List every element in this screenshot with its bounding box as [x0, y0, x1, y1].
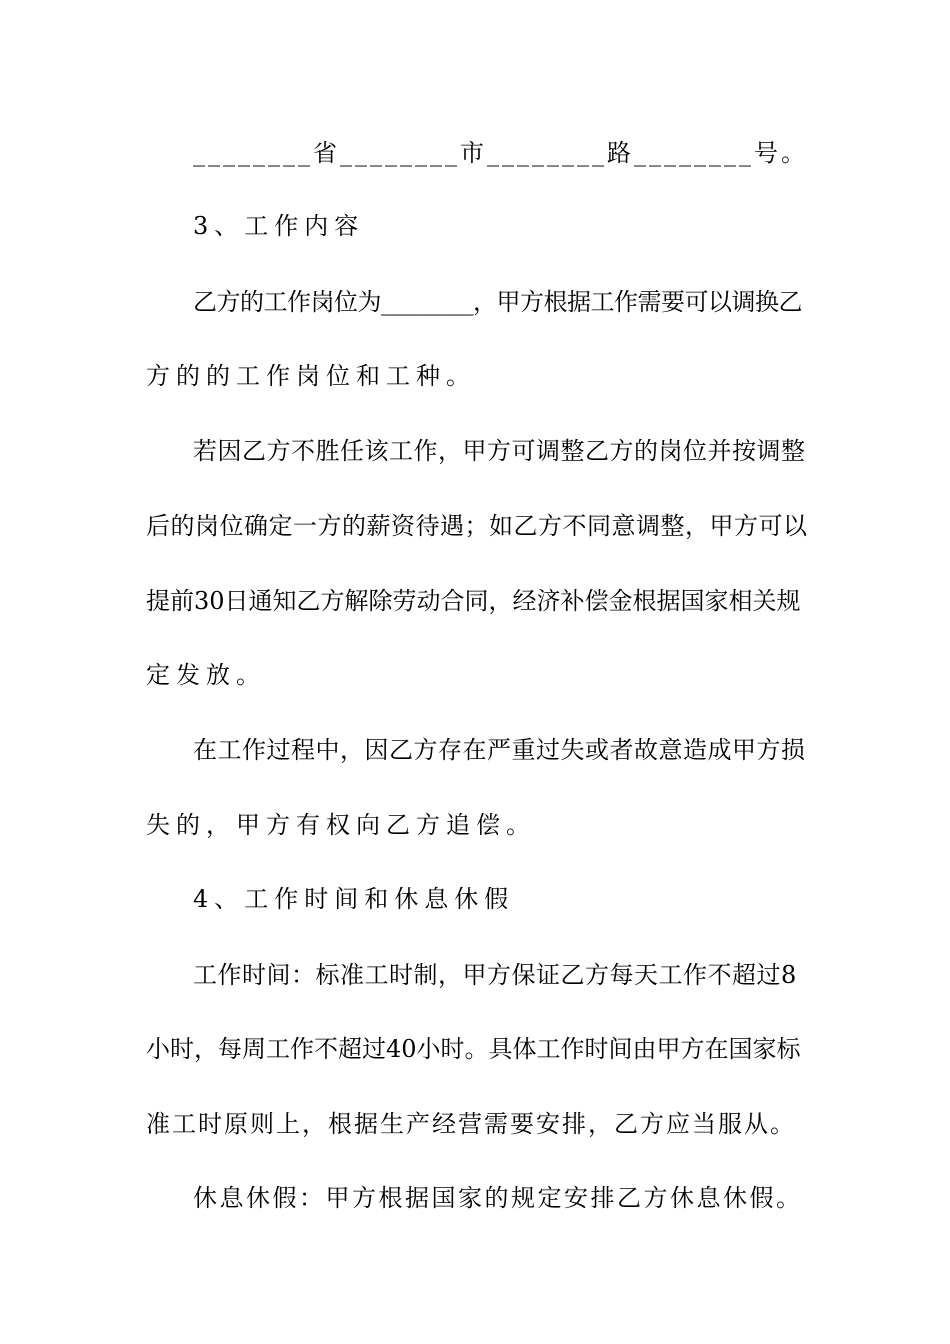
paragraph-line: 定发放。 — [146, 661, 266, 689]
paragraph-line: 提前30日通知乙方解除劳动合同，经济补偿金根据国家相关规 — [146, 587, 801, 615]
paragraph-line: 后的岗位确定一方的薪资待遇；如乙方不同意调整，甲方可以 — [146, 512, 808, 540]
paragraph-line: 失的，甲方有权向乙方追偿。 — [146, 811, 536, 839]
address-line: ________省________市________路________号。 — [193, 139, 808, 167]
paragraph-line: 准工时原则上，根据生产经营需要安排，乙方应当服从。 — [146, 1110, 796, 1138]
paragraph-line: 若因乙方不胜任该工作，甲方可调整乙方的岗位并按调整 — [193, 437, 806, 465]
paragraph-line: 休息休假：甲方根据国家的规定安排乙方休息休假。 — [193, 1184, 803, 1212]
paragraph-line: 小时，每周工作不超过40小时。具体工作时间由甲方在国家标 — [146, 1035, 801, 1063]
paragraph-line: 在工作过程中，因乙方存在严重过失或者故意造成甲方损 — [193, 736, 806, 764]
paragraph-line: 工作时间：标准工时制，甲方保证乙方每天工作不超过8 — [193, 961, 797, 989]
section-heading-work-content: 3、工作内容 — [193, 212, 365, 240]
paragraph-line: 乙方的工作岗位为________，甲方根据工作需要可以调换乙 — [193, 288, 802, 316]
paragraph-line: 方的的工作岗位和工种。 — [146, 362, 476, 390]
section-heading-work-hours: 4、工作时间和休息休假 — [193, 885, 515, 913]
